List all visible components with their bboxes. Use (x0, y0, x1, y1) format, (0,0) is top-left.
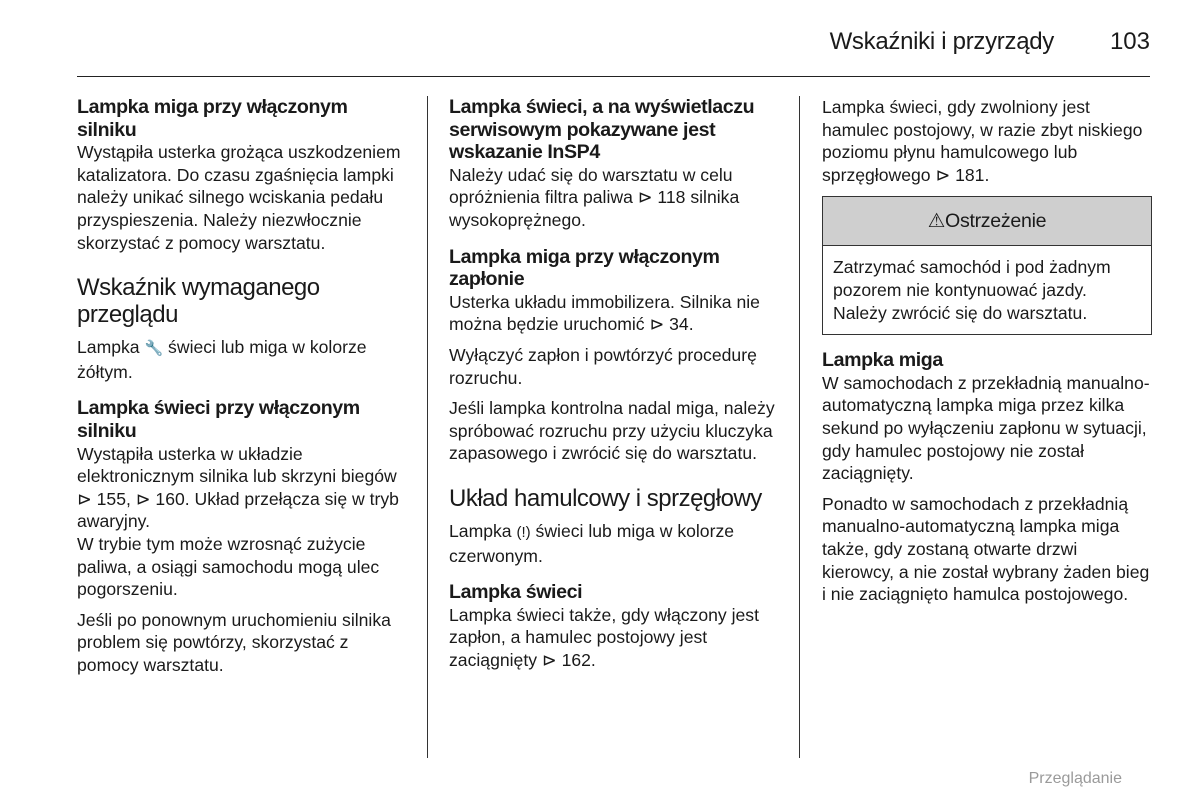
warning-header (823, 197, 1151, 246)
page-ref[interactable]: 118 (657, 187, 686, 208)
footer-section-label: Przeglądanie (1028, 770, 1122, 787)
page-header (77, 0, 1150, 77)
paragraph-fuel-consumption: W trybie tym może wzrosnąć zużycie paliwa, a osiągi samochodu mogą ulec pogorszeniu. (77, 533, 380, 600)
paragraph-engine-blink: Wystąpiła usterka grożąca uszkodzeniem katalizatora. Do czasu zgaśnięcia lampki należy unikać silnego wciskania pedału przyspieszenia. Należy niezwłocznie skorzystać z pomocy warsztatu. (77, 142, 401, 253)
heading-lamp-blink: Lampka miga (822, 349, 943, 372)
paragraph-lamp-blink: W samochodach z przekładnią manualno-automatyczną lampka miga przez kilka sekund po wyłączeniu zapłonu w sytuacji, gdy hamulec postojowy nie został zaciągnięty. (822, 372, 1150, 484)
heading-service-indicator: Wskaźnik wymaganego przeglądu (77, 274, 320, 329)
page-ref[interactable]: 155 (96, 488, 126, 509)
paragraph-spare-key: Jeśli lampka kontrolna nadal miga, należy spróbować rozruchu przy użyciu kluczyka zapasowego i zwrócić się do warsztatu. (449, 398, 775, 464)
column-1 (77, 96, 407, 676)
paragraph-brake-intro: Lampka świeci, gdy zwolniony jest hamulec postojowy, w razie zbyt niskiego poziomu płynu hamulcowego lub sprzęgłowego ⊳ 181. (822, 97, 1143, 185)
page-ref[interactable]: 162 (561, 649, 591, 670)
column-divider (799, 96, 800, 758)
column-2 (449, 96, 784, 671)
heading-engine-blink: Lampka miga przy włączonym silniku (77, 96, 348, 141)
warning-triangle-icon: ⚠ (927, 210, 945, 233)
wrench-icon: 🔧 (144, 340, 164, 358)
paragraph-brake-system: Lampka (!) świeci lub miga w kolorze czerwonym. (449, 520, 735, 566)
page-ref[interactable]: 34 (669, 314, 689, 335)
page-ref-arrow-icon: ⊳ (649, 314, 665, 335)
paragraph-engine-lit: Wystąpiła usterka w układzie elektronicznym silnika lub skrzyni biegów ⊳ 155, ⊳ 160. Układ przełącza się w tryb awaryjny. (77, 443, 399, 532)
warning-text: Zatrzymać samochód i pod żadnym pozorem nie kontynuować jazdy. Należy zwrócić się do warsztatu. (833, 257, 1111, 323)
page-number: 103 (1109, 28, 1150, 55)
page-ref-arrow-icon: ⊳ (637, 187, 653, 208)
heading-insp4: Lampka świeci, a na wyświetlaczu serwisowym pokazywane jest wskazanie InSP4 (449, 96, 755, 164)
heading-engine-lit: Lampka świeci przy włączonym silniku (77, 397, 360, 442)
brake-warning-icon: (!) (516, 523, 531, 541)
paragraph-ignition: Wyłączyć zapłon i powtórzyć procedurę rozruchu. (449, 344, 757, 388)
page-ref[interactable]: 181 (955, 164, 985, 185)
warning-box (822, 196, 1152, 335)
page-ref[interactable]: 160 (155, 488, 185, 509)
warning-body (823, 246, 1151, 334)
section-title: Wskaźniki i przyrządy (829, 28, 1054, 55)
page-ref-arrow-icon: ⊳ (541, 649, 557, 670)
paragraph-insp4: Należy udać się do warsztatu w celu opróżnienia filtra paliwa ⊳ 118 silnika wysokoprężnego. (449, 164, 740, 230)
page-ref-arrow-icon: ⊳ (935, 164, 951, 185)
paragraph-service-indicator: Lampka 🔧 świeci lub miga w kolorze żółtym. (77, 337, 367, 382)
page-ref-arrow-icon: ⊳ (135, 488, 151, 509)
paragraph-lamp-lit: Lampka świeci także, gdy włączony jest zapłon, a hamulec postojowy jest zaciągnięty ⊳ 162. (449, 604, 759, 670)
paragraph-doors: Ponadto w samochodach z przekładnią manualno-automatyczną lampka miga także, gdy zostaną otwarte drzwi kierowcy, a nie został wybrany żaden bieg i nie zaciągnięto hamulca postojowego. (822, 493, 1150, 605)
warning-title: Ostrzeżenie (945, 210, 1047, 233)
heading-immobilizer: Lampka miga przy włączonym zapłonie (449, 245, 720, 291)
column-3 (822, 96, 1152, 606)
heading-lamp-lit: Lampka świeci (449, 581, 583, 604)
paragraph-restart: Jeśli po ponownym uruchomieniu silnika problem się powtórzy, skorzystać z pomocy warsztatu. (77, 609, 391, 675)
paragraph-immobilizer: Usterka układu immobilizera. Silnika nie można będzie uruchomić ⊳ 34. (449, 291, 760, 335)
heading-brake-system: Układ hamulcowy i sprzęgłowy (449, 484, 762, 512)
page-ref-arrow-icon: ⊳ (77, 488, 92, 509)
column-divider (427, 96, 428, 758)
